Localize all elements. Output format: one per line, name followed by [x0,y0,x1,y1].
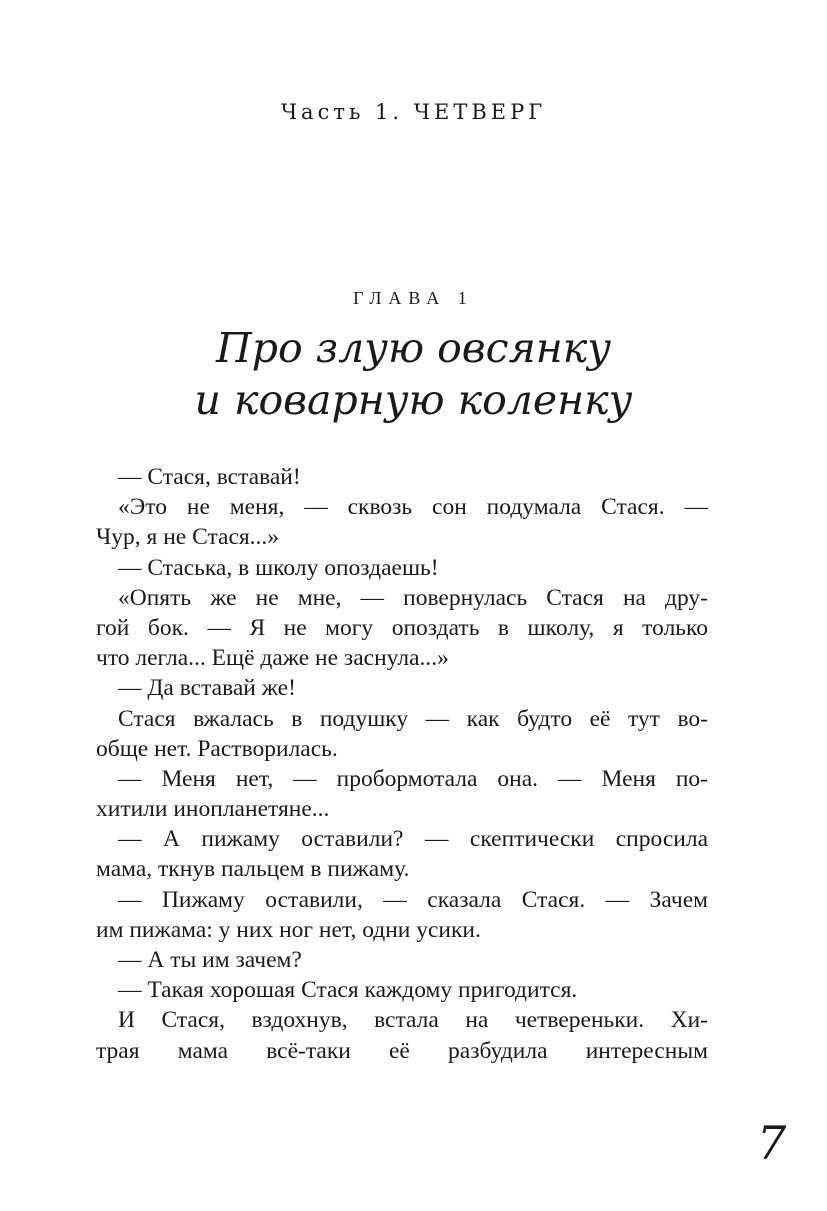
page-number: 7 [757,1116,787,1170]
chapter-label: ГЛАВА 1 [353,288,474,308]
chapter-title-line-1: Про злую овсянку [215,324,612,372]
part-title: Часть 1. ЧЕТВЕРГ [280,100,547,124]
body-line: И Стася, вздохнув, встала на четвереньки. Хи- [118,1007,708,1034]
body-line: им пижама: у них ног нет, одни усики. [96,916,481,943]
chapter-title [0,322,827,426]
chapter-title-line-2: и коварную коленку [194,376,633,424]
body-line: — Стаська, в школу опоздаешь! [118,554,439,581]
body-line: — Да вставай же! [118,675,296,702]
body-line: «Опять же не мне, — повернулась Стася на дру- [118,584,708,611]
body-line: — А ты им зачем? [118,947,302,973]
body-line: — Стася, вставай! [118,464,301,490]
body-line: — Пижаму оставили, — сказала Стася. — Зачем [118,886,708,913]
body-line: Стася вжалась в подушку — как будто её тут во- [118,705,708,732]
body-line: что легла... Ещё даже не заснула...» [96,645,449,672]
body-text [96,462,708,1066]
body-line: гой бок. — Я не могу опоздать в школу, я только [96,614,708,641]
body-line: хитили инопланетяне... [96,796,330,823]
body-line: «Это не меня, — сквозь сон подумала Стася. — [118,494,708,521]
body-line: — Такая хорошая Стася каждому пригодится. [118,977,578,1004]
body-line: — А пижаму оставили? — скептически спросила [118,826,708,853]
body-line: трая мама всё-таки её разбудила интересным [96,1037,708,1064]
body-line: — Меня нет, — пробормотала она. — Меня по- [118,765,708,792]
body-line: обще нет. Растворилась. [96,735,338,762]
body-line: мама, ткнув пальцем в пижаму. [96,856,410,883]
body-line: Чур, я не Стася...» [96,524,280,551]
